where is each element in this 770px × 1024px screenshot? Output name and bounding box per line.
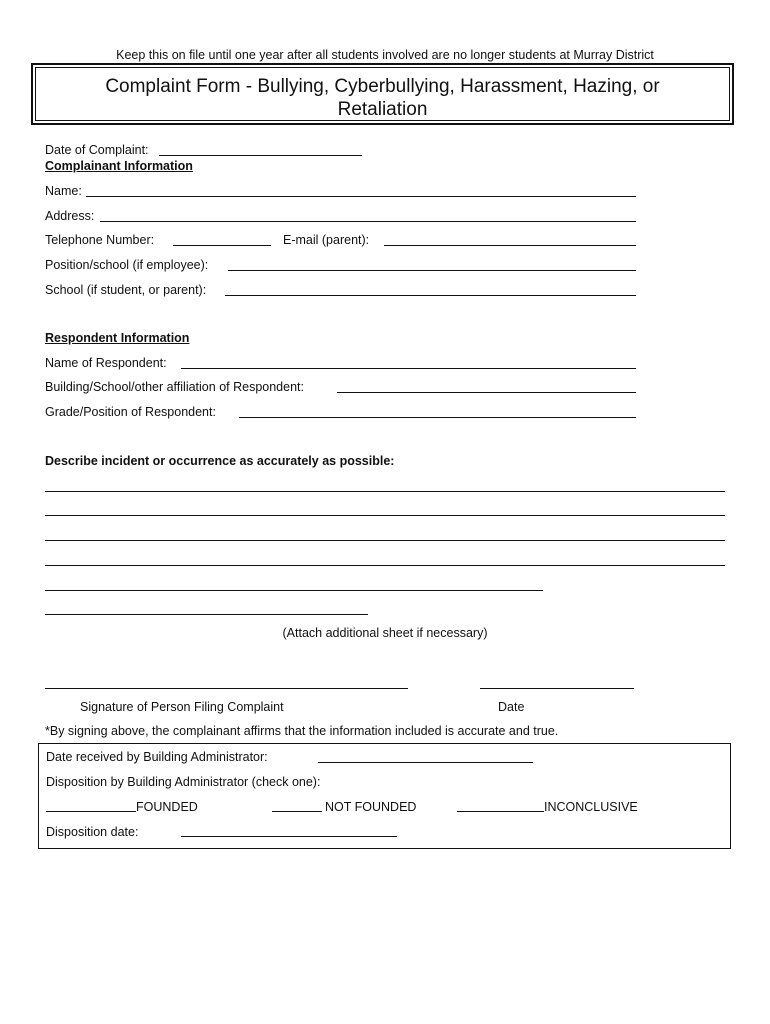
position-school-field[interactable] xyxy=(228,270,636,271)
disposition-date-label: Disposition date: xyxy=(46,825,139,839)
incident-line-5[interactable] xyxy=(45,590,543,591)
email-field[interactable] xyxy=(384,245,636,246)
respondent-grade-field[interactable] xyxy=(239,417,636,418)
founded-checkbox-line[interactable] xyxy=(46,811,136,812)
date-received-label: Date received by Building Administrator: xyxy=(46,750,268,764)
describe-incident-label: Describe incident or occurrence as accurately as possible: xyxy=(45,454,395,468)
signature-label: Signature of Person Filing Complaint xyxy=(80,700,284,714)
respondent-name-field[interactable] xyxy=(181,368,636,369)
address-label: Address: xyxy=(45,209,95,223)
email-label: E-mail (parent): xyxy=(283,233,370,247)
respondent-name-label: Name of Respondent: xyxy=(45,356,167,370)
form-title-line2: Retaliation xyxy=(337,99,428,120)
form-title-box xyxy=(31,63,734,125)
telephone-label: Telephone Number: xyxy=(45,233,155,247)
address-field[interactable] xyxy=(100,221,636,222)
school-field[interactable] xyxy=(225,295,636,296)
incident-line-4[interactable] xyxy=(45,565,725,566)
respondent-heading: Respondent Information xyxy=(45,331,190,345)
disposition-label: Disposition by Building Administrator (check one): xyxy=(46,775,321,789)
respondent-grade-label: Grade/Position of Respondent: xyxy=(45,405,216,419)
inconclusive-checkbox-line[interactable] xyxy=(457,811,544,812)
form-title-line1: Complaint Form - Bullying, Cyberbullying, Harassment, Hazing, or xyxy=(105,76,660,97)
date-of-complaint-field[interactable] xyxy=(159,155,362,156)
incident-line-3[interactable] xyxy=(45,540,725,541)
date-of-complaint-label: Date of Complaint: xyxy=(45,143,149,157)
form-title xyxy=(35,67,730,121)
signature-date-field[interactable] xyxy=(480,688,634,689)
founded-label: FOUNDED xyxy=(136,800,198,814)
disposition-date-field[interactable] xyxy=(181,836,397,837)
not-founded-label: NOT FOUNDED xyxy=(325,800,417,814)
signature-date-label: Date xyxy=(498,700,525,714)
name-label: Name: xyxy=(45,184,82,198)
not-founded-checkbox-line[interactable] xyxy=(272,811,322,812)
telephone-field[interactable] xyxy=(173,245,271,246)
respondent-affiliation-field[interactable] xyxy=(337,392,636,393)
incident-line-1[interactable] xyxy=(45,491,725,492)
date-received-field[interactable] xyxy=(318,762,533,763)
signature-field[interactable] xyxy=(45,688,408,689)
attach-note: (Attach additional sheet if necessary) xyxy=(282,626,488,640)
respondent-affiliation-label: Building/School/other affiliation of Respondent: xyxy=(45,380,304,394)
complainant-heading: Complainant Information xyxy=(45,159,193,173)
retention-note: Keep this on file until one year after all students involved are no longer students at Murray District xyxy=(116,48,654,62)
school-label: School (if student, or parent): xyxy=(45,283,207,297)
inconclusive-label: INCONCLUSIVE xyxy=(544,800,638,814)
incident-line-2[interactable] xyxy=(45,515,725,516)
position-school-label: Position/school (if employee): xyxy=(45,258,209,272)
incident-line-6[interactable] xyxy=(45,614,368,615)
affirmation-note: *By signing above, the complainant affirms that the information included is accurate and true. xyxy=(45,724,559,738)
name-field[interactable] xyxy=(86,196,636,197)
